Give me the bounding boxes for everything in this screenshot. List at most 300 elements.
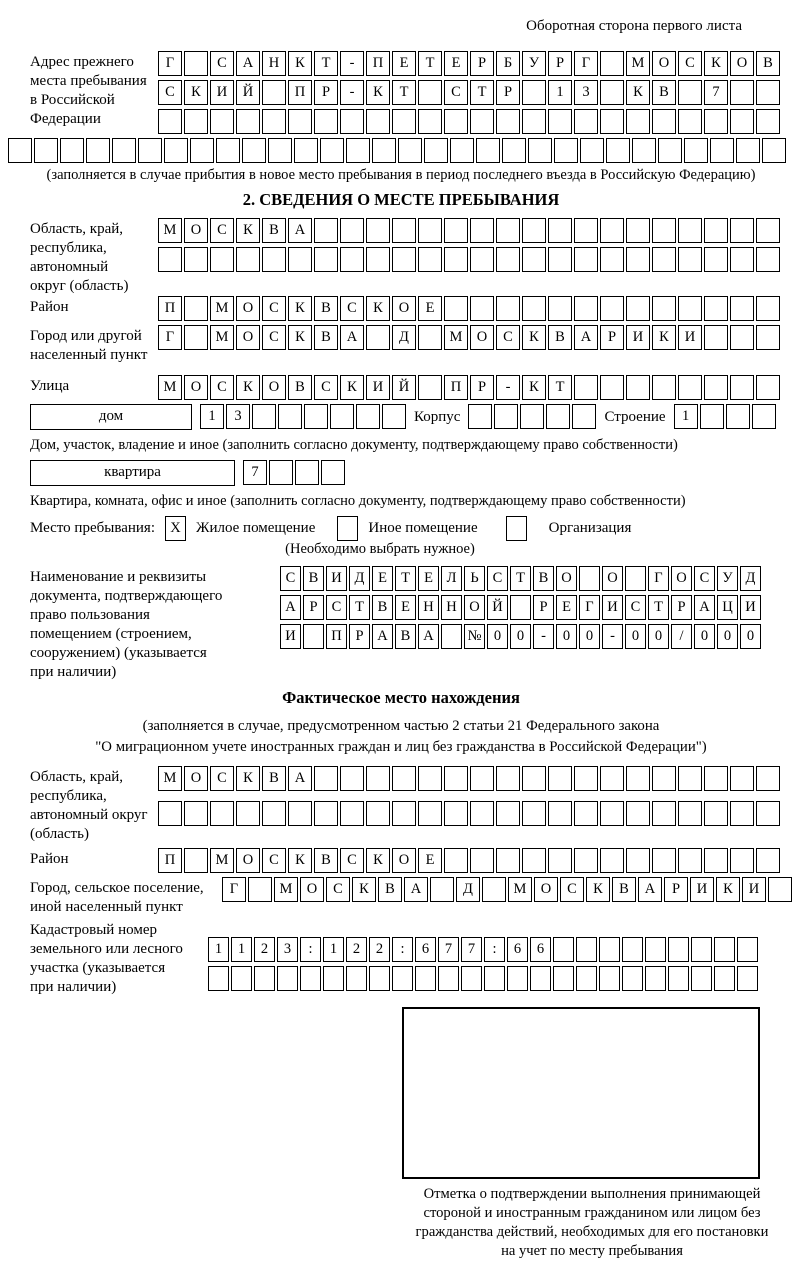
char-cell[interactable]: [441, 624, 462, 649]
document-row-1[interactable]: [280, 566, 761, 591]
char-cell[interactable]: [216, 138, 240, 163]
char-cell[interactable]: [548, 848, 572, 873]
char-cell[interactable]: Д: [392, 325, 416, 350]
city-row[interactable]: [158, 325, 780, 350]
char-cell[interactable]: [704, 848, 728, 873]
cadastre-row-1[interactable]: [208, 937, 758, 962]
char-cell[interactable]: [392, 109, 416, 134]
char-cell[interactable]: [714, 966, 735, 991]
char-cell[interactable]: С: [487, 566, 508, 591]
char-cell[interactable]: К: [340, 375, 364, 400]
actual-region-row-2[interactable]: [158, 801, 780, 826]
char-cell[interactable]: [756, 766, 780, 791]
char-cell[interactable]: [444, 109, 468, 134]
char-cell[interactable]: 3: [277, 937, 298, 962]
char-cell[interactable]: [288, 247, 312, 272]
char-cell[interactable]: [369, 966, 390, 991]
char-cell[interactable]: Е: [418, 566, 439, 591]
char-cell[interactable]: Й: [392, 375, 416, 400]
char-cell[interactable]: [600, 218, 624, 243]
prev-address-row-1[interactable]: [158, 51, 780, 76]
korpus-row[interactable]: [468, 404, 596, 429]
char-cell[interactable]: [600, 296, 624, 321]
char-cell[interactable]: [415, 966, 436, 991]
char-cell[interactable]: [599, 966, 620, 991]
char-cell[interactable]: Г: [648, 566, 669, 591]
char-cell[interactable]: [730, 109, 754, 134]
char-cell[interactable]: [346, 138, 370, 163]
char-cell[interactable]: П: [158, 296, 182, 321]
char-cell[interactable]: [710, 138, 734, 163]
char-cell[interactable]: [392, 247, 416, 272]
char-cell[interactable]: К: [366, 848, 390, 873]
char-cell[interactable]: [522, 80, 546, 105]
char-cell[interactable]: [730, 375, 754, 400]
char-cell[interactable]: [366, 766, 390, 791]
char-cell[interactable]: Р: [314, 80, 338, 105]
apartment-row[interactable]: [243, 460, 345, 485]
char-cell[interactable]: Н: [441, 595, 462, 620]
char-cell[interactable]: [303, 624, 324, 649]
stay-type-checkbox-other[interactable]: [337, 516, 358, 541]
char-cell[interactable]: [210, 247, 234, 272]
actual-city-row[interactable]: [222, 877, 792, 902]
char-cell[interactable]: 1: [323, 937, 344, 962]
char-cell[interactable]: [288, 801, 312, 826]
char-cell[interactable]: [730, 766, 754, 791]
char-cell[interactable]: [600, 109, 624, 134]
char-cell[interactable]: [704, 766, 728, 791]
char-cell[interactable]: [546, 404, 570, 429]
char-cell[interactable]: [496, 848, 520, 873]
char-cell[interactable]: 1: [548, 80, 572, 105]
char-cell[interactable]: В: [314, 325, 338, 350]
char-cell[interactable]: [652, 247, 676, 272]
prev-address-row-4[interactable]: [8, 138, 794, 163]
char-cell[interactable]: [184, 325, 208, 350]
char-cell[interactable]: [392, 218, 416, 243]
char-cell[interactable]: В: [652, 80, 676, 105]
char-cell[interactable]: [528, 138, 552, 163]
char-cell[interactable]: [704, 375, 728, 400]
char-cell[interactable]: О: [470, 325, 494, 350]
char-cell[interactable]: [522, 848, 546, 873]
char-cell[interactable]: К: [716, 877, 740, 902]
char-cell[interactable]: Н: [418, 595, 439, 620]
char-cell[interactable]: [184, 109, 208, 134]
char-cell[interactable]: Т: [470, 80, 494, 105]
char-cell[interactable]: [726, 404, 750, 429]
char-cell[interactable]: М: [274, 877, 298, 902]
char-cell[interactable]: И: [742, 877, 766, 902]
char-cell[interactable]: В: [303, 566, 324, 591]
char-cell[interactable]: [340, 109, 364, 134]
char-cell[interactable]: О: [184, 375, 208, 400]
char-cell[interactable]: Т: [392, 80, 416, 105]
char-cell[interactable]: В: [372, 595, 393, 620]
char-cell[interactable]: [553, 966, 574, 991]
char-cell[interactable]: [574, 296, 598, 321]
char-cell[interactable]: [340, 247, 364, 272]
char-cell[interactable]: Д: [349, 566, 370, 591]
char-cell[interactable]: [300, 966, 321, 991]
char-cell[interactable]: [461, 966, 482, 991]
char-cell[interactable]: И: [366, 375, 390, 400]
char-cell[interactable]: О: [392, 848, 416, 873]
char-cell[interactable]: С: [280, 566, 301, 591]
char-cell[interactable]: П: [326, 624, 347, 649]
char-cell[interactable]: [210, 109, 234, 134]
char-cell[interactable]: [158, 801, 182, 826]
char-cell[interactable]: [520, 404, 544, 429]
char-cell[interactable]: [496, 766, 520, 791]
char-cell[interactable]: [626, 247, 650, 272]
char-cell[interactable]: П: [366, 51, 390, 76]
char-cell[interactable]: [574, 375, 598, 400]
char-cell[interactable]: [496, 801, 520, 826]
char-cell[interactable]: М: [210, 296, 234, 321]
char-cell[interactable]: [138, 138, 162, 163]
char-cell[interactable]: [252, 404, 276, 429]
char-cell[interactable]: К: [352, 877, 376, 902]
char-cell[interactable]: [476, 138, 500, 163]
char-cell[interactable]: В: [378, 877, 402, 902]
char-cell[interactable]: [366, 325, 390, 350]
char-cell[interactable]: [418, 218, 442, 243]
char-cell[interactable]: С: [262, 848, 286, 873]
char-cell[interactable]: Р: [470, 375, 494, 400]
char-cell[interactable]: :: [300, 937, 321, 962]
char-cell[interactable]: П: [444, 375, 468, 400]
char-cell[interactable]: К: [586, 877, 610, 902]
char-cell[interactable]: К: [288, 325, 312, 350]
char-cell[interactable]: [496, 247, 520, 272]
char-cell[interactable]: [574, 848, 598, 873]
char-cell[interactable]: А: [236, 51, 260, 76]
char-cell[interactable]: [522, 296, 546, 321]
char-cell[interactable]: [392, 801, 416, 826]
char-cell[interactable]: [392, 966, 413, 991]
char-cell[interactable]: [574, 801, 598, 826]
char-cell[interactable]: [678, 296, 702, 321]
char-cell[interactable]: [553, 937, 574, 962]
district-row[interactable]: [158, 296, 780, 321]
char-cell[interactable]: Е: [418, 296, 442, 321]
char-cell[interactable]: [600, 51, 624, 76]
char-cell[interactable]: Г: [222, 877, 246, 902]
char-cell[interactable]: [268, 138, 292, 163]
char-cell[interactable]: [444, 296, 468, 321]
char-cell[interactable]: С: [678, 51, 702, 76]
char-cell[interactable]: Р: [671, 595, 692, 620]
char-cell[interactable]: [444, 848, 468, 873]
char-cell[interactable]: [372, 138, 396, 163]
char-cell[interactable]: А: [280, 595, 301, 620]
char-cell[interactable]: М: [210, 848, 234, 873]
char-cell[interactable]: 6: [530, 937, 551, 962]
char-cell[interactable]: [756, 375, 780, 400]
char-cell[interactable]: 2: [254, 937, 275, 962]
char-cell[interactable]: К: [236, 766, 260, 791]
char-cell[interactable]: О: [652, 51, 676, 76]
char-cell[interactable]: [236, 801, 260, 826]
char-cell[interactable]: 3: [226, 404, 250, 429]
char-cell[interactable]: [184, 296, 208, 321]
char-cell[interactable]: [554, 138, 578, 163]
char-cell[interactable]: [572, 404, 596, 429]
stroenie-row[interactable]: [674, 404, 776, 429]
char-cell[interactable]: К: [288, 51, 312, 76]
char-cell[interactable]: [730, 218, 754, 243]
char-cell[interactable]: Ц: [717, 595, 738, 620]
char-cell[interactable]: [184, 848, 208, 873]
char-cell[interactable]: [314, 218, 338, 243]
char-cell[interactable]: [626, 801, 650, 826]
char-cell[interactable]: [418, 247, 442, 272]
char-cell[interactable]: [262, 109, 286, 134]
actual-region-row-1[interactable]: [158, 766, 780, 791]
char-cell[interactable]: [484, 966, 505, 991]
char-cell[interactable]: И: [678, 325, 702, 350]
char-cell[interactable]: [254, 966, 275, 991]
char-cell[interactable]: Т: [418, 51, 442, 76]
char-cell[interactable]: [645, 937, 666, 962]
char-cell[interactable]: В: [548, 325, 572, 350]
char-cell[interactable]: [756, 109, 780, 134]
char-cell[interactable]: [622, 937, 643, 962]
char-cell[interactable]: С: [496, 325, 520, 350]
char-cell[interactable]: [510, 595, 531, 620]
char-cell[interactable]: М: [158, 766, 182, 791]
char-cell[interactable]: [346, 966, 367, 991]
char-cell[interactable]: [164, 138, 188, 163]
char-cell[interactable]: [762, 138, 786, 163]
char-cell[interactable]: [236, 247, 260, 272]
char-cell[interactable]: Л: [441, 566, 462, 591]
char-cell[interactable]: [737, 937, 758, 962]
char-cell[interactable]: [522, 247, 546, 272]
char-cell[interactable]: 1: [674, 404, 698, 429]
char-cell[interactable]: [704, 296, 728, 321]
char-cell[interactable]: Т: [648, 595, 669, 620]
char-cell[interactable]: [398, 138, 422, 163]
char-cell[interactable]: [418, 375, 442, 400]
char-cell[interactable]: К: [522, 375, 546, 400]
char-cell[interactable]: С: [694, 566, 715, 591]
char-cell[interactable]: Е: [418, 848, 442, 873]
char-cell[interactable]: [600, 766, 624, 791]
char-cell[interactable]: [112, 138, 136, 163]
char-cell[interactable]: [496, 296, 520, 321]
char-cell[interactable]: К: [288, 296, 312, 321]
house-number-row[interactable]: [200, 404, 406, 429]
char-cell[interactable]: [158, 247, 182, 272]
char-cell[interactable]: [752, 404, 776, 429]
char-cell[interactable]: [184, 801, 208, 826]
char-cell[interactable]: М: [158, 218, 182, 243]
char-cell[interactable]: [418, 766, 442, 791]
char-cell[interactable]: И: [210, 80, 234, 105]
char-cell[interactable]: Г: [574, 51, 598, 76]
region-row-1[interactable]: [158, 218, 780, 243]
char-cell[interactable]: Р: [533, 595, 554, 620]
char-cell[interactable]: [626, 375, 650, 400]
char-cell[interactable]: :: [392, 937, 413, 962]
char-cell[interactable]: С: [326, 595, 347, 620]
char-cell[interactable]: А: [418, 624, 439, 649]
char-cell[interactable]: [730, 325, 754, 350]
char-cell[interactable]: [522, 109, 546, 134]
char-cell[interactable]: [304, 404, 328, 429]
char-cell[interactable]: [756, 848, 780, 873]
char-cell[interactable]: [652, 218, 676, 243]
char-cell[interactable]: М: [508, 877, 532, 902]
char-cell[interactable]: [444, 218, 468, 243]
char-cell[interactable]: [418, 801, 442, 826]
char-cell[interactable]: [730, 848, 754, 873]
char-cell[interactable]: Р: [664, 877, 688, 902]
char-cell[interactable]: К: [236, 375, 260, 400]
char-cell[interactable]: С: [560, 877, 584, 902]
char-cell[interactable]: К: [652, 325, 676, 350]
char-cell[interactable]: С: [326, 877, 350, 902]
char-cell[interactable]: [242, 138, 266, 163]
char-cell[interactable]: Т: [314, 51, 338, 76]
char-cell[interactable]: [294, 138, 318, 163]
char-cell[interactable]: 1: [208, 937, 229, 962]
char-cell[interactable]: [576, 966, 597, 991]
char-cell[interactable]: [366, 218, 390, 243]
char-cell[interactable]: [438, 966, 459, 991]
char-cell[interactable]: [288, 109, 312, 134]
char-cell[interactable]: 1: [231, 937, 252, 962]
char-cell[interactable]: О: [534, 877, 558, 902]
char-cell[interactable]: [158, 109, 182, 134]
char-cell[interactable]: И: [280, 624, 301, 649]
char-cell[interactable]: В: [314, 296, 338, 321]
char-cell[interactable]: [522, 801, 546, 826]
char-cell[interactable]: О: [556, 566, 577, 591]
char-cell[interactable]: В: [533, 566, 554, 591]
char-cell[interactable]: А: [574, 325, 598, 350]
char-cell[interactable]: [262, 247, 286, 272]
char-cell[interactable]: [652, 109, 676, 134]
char-cell[interactable]: [507, 966, 528, 991]
char-cell[interactable]: С: [210, 51, 234, 76]
document-row-2[interactable]: [280, 595, 761, 620]
char-cell[interactable]: [86, 138, 110, 163]
char-cell[interactable]: [714, 937, 735, 962]
char-cell[interactable]: [700, 404, 724, 429]
char-cell[interactable]: [737, 966, 758, 991]
char-cell[interactable]: [444, 766, 468, 791]
char-cell[interactable]: [236, 109, 260, 134]
char-cell[interactable]: [248, 877, 272, 902]
char-cell[interactable]: [756, 80, 780, 105]
char-cell[interactable]: [576, 937, 597, 962]
char-cell[interactable]: [450, 138, 474, 163]
char-cell[interactable]: И: [740, 595, 761, 620]
char-cell[interactable]: [314, 801, 338, 826]
char-cell[interactable]: В: [288, 375, 312, 400]
char-cell[interactable]: [522, 218, 546, 243]
char-cell[interactable]: [277, 966, 298, 991]
char-cell[interactable]: [600, 848, 624, 873]
char-cell[interactable]: Н: [262, 51, 286, 76]
char-cell[interactable]: [668, 937, 689, 962]
char-cell[interactable]: [184, 247, 208, 272]
char-cell[interactable]: [231, 966, 252, 991]
char-cell[interactable]: С: [340, 296, 364, 321]
char-cell[interactable]: [482, 877, 506, 902]
char-cell[interactable]: 0: [717, 624, 738, 649]
char-cell[interactable]: У: [717, 566, 738, 591]
char-cell[interactable]: Е: [392, 51, 416, 76]
char-cell[interactable]: [652, 766, 676, 791]
char-cell[interactable]: И: [602, 595, 623, 620]
prev-address-row-2[interactable]: [158, 80, 780, 105]
char-cell[interactable]: О: [262, 375, 286, 400]
char-cell[interactable]: 7: [438, 937, 459, 962]
char-cell[interactable]: К: [704, 51, 728, 76]
char-cell[interactable]: Т: [349, 595, 370, 620]
char-cell[interactable]: [678, 375, 702, 400]
char-cell[interactable]: [34, 138, 58, 163]
char-cell[interactable]: [704, 247, 728, 272]
char-cell[interactable]: [323, 966, 344, 991]
char-cell[interactable]: [730, 247, 754, 272]
char-cell[interactable]: [418, 109, 442, 134]
char-cell[interactable]: 6: [415, 937, 436, 962]
char-cell[interactable]: О: [236, 296, 260, 321]
char-cell[interactable]: [444, 247, 468, 272]
char-cell[interactable]: О: [602, 566, 623, 591]
char-cell[interactable]: [652, 848, 676, 873]
char-cell[interactable]: Р: [548, 51, 572, 76]
char-cell[interactable]: С: [210, 218, 234, 243]
char-cell[interactable]: [314, 766, 338, 791]
char-cell[interactable]: А: [372, 624, 393, 649]
char-cell[interactable]: 0: [648, 624, 669, 649]
char-cell[interactable]: П: [158, 848, 182, 873]
char-cell[interactable]: К: [522, 325, 546, 350]
char-cell[interactable]: Д: [456, 877, 480, 902]
char-cell[interactable]: [366, 109, 390, 134]
char-cell[interactable]: О: [184, 218, 208, 243]
char-cell[interactable]: №: [464, 624, 485, 649]
char-cell[interactable]: [548, 247, 572, 272]
char-cell[interactable]: [622, 966, 643, 991]
char-cell[interactable]: [625, 566, 646, 591]
char-cell[interactable]: 2: [369, 937, 390, 962]
char-cell[interactable]: К: [626, 80, 650, 105]
char-cell[interactable]: Р: [470, 51, 494, 76]
char-cell[interactable]: [418, 80, 442, 105]
char-cell[interactable]: [314, 109, 338, 134]
char-cell[interactable]: [424, 138, 448, 163]
char-cell[interactable]: [314, 247, 338, 272]
char-cell[interactable]: С: [210, 375, 234, 400]
char-cell[interactable]: 7: [461, 937, 482, 962]
cadastre-row-2[interactable]: [208, 966, 758, 991]
char-cell[interactable]: Т: [510, 566, 531, 591]
char-cell[interactable]: [600, 801, 624, 826]
char-cell[interactable]: [626, 848, 650, 873]
char-cell[interactable]: [756, 218, 780, 243]
char-cell[interactable]: Т: [395, 566, 416, 591]
char-cell[interactable]: [678, 80, 702, 105]
char-cell[interactable]: [470, 109, 494, 134]
